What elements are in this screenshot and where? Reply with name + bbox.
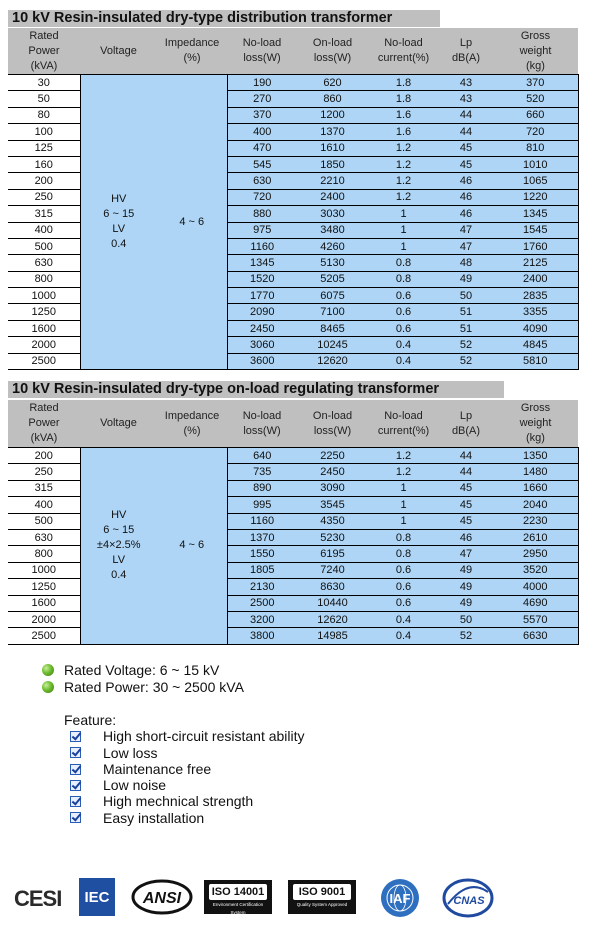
header-noload-loss-line: loss(W) — [243, 424, 281, 437]
cell-noload-loss: 735 — [227, 464, 297, 480]
cell-noload-current: 0.6 — [368, 579, 439, 595]
feature-title: Feature: — [64, 712, 117, 728]
header-noload-current-line: current(%) — [377, 52, 430, 64]
cell-noload-loss: 880 — [227, 206, 297, 222]
cell-gross-weight: 1345 — [493, 206, 578, 222]
feature-section — [64, 712, 305, 826]
cell-gross-weight: 1065 — [493, 173, 578, 189]
cell-rated-power: 125 — [8, 140, 80, 156]
cell-rated-power: 250 — [8, 189, 80, 205]
header-gross-weight-line: (kg) — [526, 59, 545, 72]
cell-gross-weight: 2040 — [493, 497, 578, 513]
cell-impedance: 4 ~ 6 — [157, 448, 227, 645]
cell-gross-weight: 1660 — [493, 480, 578, 496]
cell-rated-power: 160 — [8, 156, 80, 172]
cell-onload-loss: 1370 — [297, 124, 368, 140]
cell-lp: 52 — [439, 337, 493, 353]
header-impedance — [157, 400, 227, 448]
table-row — [8, 75, 578, 91]
cell-rated-power: 80 — [8, 107, 80, 123]
checkbox-icon — [70, 796, 81, 807]
cell-gross-weight: 5810 — [493, 353, 578, 369]
voltage-line: 6 ~ 15 — [103, 208, 135, 221]
cell-onload-loss: 6075 — [297, 288, 368, 304]
cell-lp: 46 — [439, 529, 493, 545]
cell-onload-loss: 8465 — [297, 320, 368, 336]
green-bullet-icon — [42, 664, 54, 676]
cell-noload-loss: 995 — [227, 497, 297, 513]
cell-gross-weight: 4090 — [493, 320, 578, 336]
cell-gross-weight: 810 — [493, 140, 578, 156]
cell-noload-loss: 1520 — [227, 271, 297, 287]
cell-lp: 46 — [439, 189, 493, 205]
header-onload-loss-line: On-load — [312, 409, 353, 422]
header-impedance-line: Impedance — [164, 37, 220, 49]
cell-noload-loss: 470 — [227, 140, 297, 156]
cell-lp: 50 — [439, 288, 493, 304]
cell-noload-loss: 1345 — [227, 255, 297, 271]
cell-noload-current: 1.2 — [368, 156, 439, 172]
cell-onload-loss: 7100 — [297, 304, 368, 320]
table1-title: 10 kV Resin-insulated dry-type distribution transformer — [8, 10, 440, 27]
cell-rated-power: 315 — [8, 480, 80, 496]
checkbox-icon — [70, 747, 81, 758]
checkbox-icon — [70, 731, 81, 742]
cell-rated-power: 630 — [8, 255, 80, 271]
cell-gross-weight: 720 — [493, 124, 578, 140]
cell-lp: 51 — [439, 304, 493, 320]
feature-item-text: Easy installation — [103, 809, 205, 826]
cell-noload-loss: 1550 — [227, 546, 297, 562]
header-impedance-line: (%) — [183, 52, 201, 64]
feature-item-text: High mechnical strength — [103, 793, 254, 810]
cell-rated-power: 315 — [8, 206, 80, 222]
cell-noload-current: 1.2 — [368, 189, 439, 205]
cell-noload-loss: 400 — [227, 124, 297, 140]
cell-gross-weight: 5570 — [493, 611, 578, 627]
header-gross-weight-line: weight — [519, 417, 552, 429]
cell-gross-weight: 2835 — [493, 288, 578, 304]
cell-onload-loss: 5130 — [297, 255, 368, 271]
ansi-logo-text: ANSI — [142, 890, 182, 907]
cell-onload-loss: 12620 — [297, 611, 368, 627]
cell-lp: 43 — [439, 75, 493, 91]
cell-lp: 45 — [439, 513, 493, 529]
cell-lp: 47 — [439, 238, 493, 254]
cell-onload-loss: 14985 — [297, 628, 368, 644]
cell-lp: 44 — [439, 107, 493, 123]
feature-item — [64, 810, 305, 826]
cell-noload-loss: 890 — [227, 480, 297, 496]
cell-noload-loss: 640 — [227, 448, 297, 464]
cell-noload-current: 0.4 — [368, 628, 439, 644]
cell-lp: 51 — [439, 320, 493, 336]
header-voltage — [80, 28, 157, 75]
cell-noload-loss: 2130 — [227, 579, 297, 595]
header-lp-line: dB(A) — [451, 424, 481, 437]
header-noload-current-line: No-load — [384, 37, 423, 49]
cell-rated-power: 1600 — [8, 595, 80, 611]
rated-power-bullet — [42, 679, 244, 696]
cell-lp: 45 — [439, 497, 493, 513]
cell-noload-current: 0.8 — [368, 546, 439, 562]
cell-noload-loss: 2450 — [227, 320, 297, 336]
cell-noload-current: 0.6 — [368, 562, 439, 578]
header-gross-weight-line: Gross — [520, 29, 551, 42]
cell-lp: 43 — [439, 91, 493, 107]
feature-item — [64, 728, 305, 744]
cell-rated-power: 1000 — [8, 562, 80, 578]
voltage-line: 0.4 — [111, 569, 127, 582]
voltage-line: HV — [111, 193, 127, 206]
cell-rated-power: 400 — [8, 222, 80, 238]
header-noload-loss — [227, 400, 297, 448]
feature-item-text: Low noise — [103, 777, 167, 794]
header-rated-power-line: (kVA) — [30, 59, 58, 72]
iso-9001-subtext: Quality System Approved — [296, 902, 348, 907]
cell-noload-loss: 1370 — [227, 529, 297, 545]
feature-item-text: Maintenance free — [103, 760, 212, 777]
iso-14001-subtext: Environment Certification System — [212, 902, 264, 915]
cell-noload-current: 1.2 — [368, 173, 439, 189]
cell-noload-current: 0.4 — [368, 611, 439, 627]
cell-onload-loss: 7240 — [297, 562, 368, 578]
header-gross-weight-line: Gross — [520, 402, 551, 414]
cell-gross-weight: 660 — [493, 107, 578, 123]
cell-onload-loss: 620 — [297, 75, 368, 91]
header-noload-loss-line: No-load — [242, 37, 282, 49]
cell-onload-loss: 3090 — [297, 480, 368, 496]
cnas-logo — [442, 878, 494, 918]
header-impedance — [157, 28, 227, 75]
cell-rated-power: 630 — [8, 529, 80, 545]
header-impedance-line: (%) — [183, 424, 201, 437]
cell-onload-loss: 2210 — [297, 173, 368, 189]
feature-item — [64, 777, 305, 793]
cell-lp: 49 — [439, 562, 493, 578]
cell-lp: 49 — [439, 579, 493, 595]
cell-onload-loss: 3545 — [297, 497, 368, 513]
voltage-line: ±4×2.5% — [96, 539, 141, 552]
cell-onload-loss: 1850 — [297, 156, 368, 172]
cell-lp: 46 — [439, 173, 493, 189]
header-lp-line: Lp — [459, 409, 473, 422]
cell-noload-loss: 975 — [227, 222, 297, 238]
cell-gross-weight: 3355 — [493, 304, 578, 320]
cell-gross-weight: 1010 — [493, 156, 578, 172]
voltage-line: LV — [112, 554, 126, 567]
header-gross-weight — [493, 400, 578, 448]
table2-title: 10 kV Resin-insulated dry-type on-load regulating transformer — [8, 381, 504, 398]
cell-onload-loss: 1610 — [297, 140, 368, 156]
rated-voltage-bullet — [42, 662, 244, 679]
cell-noload-loss: 545 — [227, 156, 297, 172]
voltage-line: 6 ~ 15 — [103, 524, 135, 537]
feature-item — [64, 745, 305, 761]
cell-lp: 49 — [439, 595, 493, 611]
cell-voltage — [80, 75, 157, 370]
cell-lp: 47 — [439, 222, 493, 238]
cell-noload-current: 1.8 — [368, 91, 439, 107]
cell-noload-current: 1 — [368, 513, 439, 529]
cell-gross-weight: 2230 — [493, 513, 578, 529]
cell-gross-weight: 370 — [493, 75, 578, 91]
cell-rated-power: 200 — [8, 448, 80, 464]
cell-noload-current: 0.8 — [368, 529, 439, 545]
cell-rated-power: 1000 — [8, 288, 80, 304]
cell-lp: 44 — [439, 464, 493, 480]
iso-9001-text: ISO 9001 — [293, 884, 351, 900]
cell-noload-current: 1.6 — [368, 107, 439, 123]
cell-noload-loss: 2500 — [227, 595, 297, 611]
checkbox-icon — [70, 780, 81, 791]
cell-onload-loss: 3480 — [297, 222, 368, 238]
cell-rated-power: 500 — [8, 238, 80, 254]
header-noload-loss — [227, 28, 297, 75]
iso-14001-logo — [204, 880, 272, 914]
cell-gross-weight: 1350 — [493, 448, 578, 464]
iso-14001-text: ISO 14001 — [209, 884, 267, 900]
header-rated-power-line: Power — [28, 417, 60, 429]
cell-noload-current: 1.2 — [368, 448, 439, 464]
rated-voltage-text: Rated Voltage: 6 ~ 15 kV — [64, 662, 220, 678]
cell-onload-loss: 3030 — [297, 206, 368, 222]
cell-onload-loss: 5230 — [297, 529, 368, 545]
cell-noload-loss: 370 — [227, 107, 297, 123]
header-noload-loss-line: loss(W) — [243, 52, 281, 64]
cell-noload-current: 0.8 — [368, 271, 439, 287]
cell-onload-loss: 1200 — [297, 107, 368, 123]
cell-noload-loss: 3800 — [227, 628, 297, 644]
header-voltage — [80, 400, 157, 448]
cell-noload-loss: 270 — [227, 91, 297, 107]
cell-noload-loss: 2090 — [227, 304, 297, 320]
header-gross-weight — [493, 28, 578, 75]
cell-noload-current: 1.8 — [368, 75, 439, 91]
cell-lp: 46 — [439, 206, 493, 222]
cell-lp: 48 — [439, 255, 493, 271]
cell-noload-current: 1.2 — [368, 464, 439, 480]
cell-rated-power: 800 — [8, 271, 80, 287]
header-onload-loss-line: loss(W) — [313, 424, 352, 437]
cell-impedance: 4 ~ 6 — [157, 75, 227, 370]
cell-noload-current: 1.6 — [368, 124, 439, 140]
table-header-row — [8, 28, 578, 75]
header-lp — [439, 28, 493, 75]
header-rated-power-line: Rated — [29, 402, 59, 414]
checkbox-icon — [70, 764, 81, 775]
cell-noload-current: 1 — [368, 480, 439, 496]
iaf-logo-text: IAF — [389, 891, 411, 906]
cell-onload-loss: 2250 — [297, 448, 368, 464]
header-rated-power — [8, 400, 80, 448]
cell-onload-loss: 10245 — [297, 337, 368, 353]
cell-noload-loss: 1770 — [227, 288, 297, 304]
table-row — [8, 448, 578, 464]
cell-gross-weight: 2400 — [493, 271, 578, 287]
cell-noload-loss: 630 — [227, 173, 297, 189]
cell-noload-loss: 720 — [227, 189, 297, 205]
cell-onload-loss: 8630 — [297, 579, 368, 595]
cell-noload-current: 0.8 — [368, 255, 439, 271]
cell-lp: 44 — [439, 448, 493, 464]
cell-rated-power: 30 — [8, 75, 80, 91]
cell-noload-current: 1 — [368, 497, 439, 513]
header-lp-line: dB(A) — [451, 52, 481, 64]
header-onload-loss-line: On-load — [312, 37, 353, 49]
cell-rated-power: 250 — [8, 464, 80, 480]
cell-onload-loss: 6195 — [297, 546, 368, 562]
cell-noload-current: 0.6 — [368, 320, 439, 336]
cell-onload-loss: 4260 — [297, 238, 368, 254]
header-rated-power-line: Power — [28, 44, 60, 57]
cell-gross-weight: 1760 — [493, 238, 578, 254]
cell-rated-power: 2500 — [8, 628, 80, 644]
rated-power-text: Rated Power: 30 ~ 2500 kVA — [64, 678, 244, 695]
rating-bullets — [42, 662, 244, 695]
cell-noload-current: 1.2 — [368, 140, 439, 156]
header-gross-weight-line: weight — [519, 44, 552, 57]
cell-gross-weight: 520 — [493, 91, 578, 107]
cell-noload-loss: 1160 — [227, 238, 297, 254]
cell-lp: 50 — [439, 611, 493, 627]
cell-gross-weight: 6630 — [493, 628, 578, 644]
cell-noload-current: 0.4 — [368, 337, 439, 353]
cesi-logo: CESI — [14, 886, 62, 911]
cell-lp: 45 — [439, 140, 493, 156]
cell-gross-weight: 1220 — [493, 189, 578, 205]
cell-rated-power: 800 — [8, 546, 80, 562]
header-rated-power — [8, 28, 80, 75]
cell-rated-power: 1600 — [8, 320, 80, 336]
cell-noload-current: 1 — [368, 206, 439, 222]
cell-noload-current: 0.6 — [368, 288, 439, 304]
header-impedance-line: Impedance — [164, 409, 220, 422]
regulating-transformer-table — [8, 400, 579, 645]
header-gross-weight-line: (kg) — [526, 432, 545, 444]
cell-noload-loss: 190 — [227, 75, 297, 91]
cell-onload-loss: 4350 — [297, 513, 368, 529]
header-lp-line: Lp — [459, 37, 473, 49]
distribution-transformer-table — [8, 28, 579, 370]
header-noload-current — [368, 28, 439, 75]
header-noload-current-line: No-load — [384, 409, 423, 422]
header-voltage-line: Voltage — [100, 417, 137, 429]
cell-noload-loss: 3600 — [227, 353, 297, 369]
cell-rated-power: 1250 — [8, 304, 80, 320]
cell-rated-power: 2000 — [8, 611, 80, 627]
header-noload-current — [368, 400, 439, 448]
cell-lp: 52 — [439, 353, 493, 369]
cell-lp: 44 — [439, 124, 493, 140]
table-header-row — [8, 400, 578, 448]
cnas-logo-text: CNAS — [453, 895, 485, 907]
cell-voltage — [80, 448, 157, 645]
cell-noload-loss: 3200 — [227, 611, 297, 627]
cell-onload-loss: 860 — [297, 91, 368, 107]
feature-item — [64, 793, 305, 809]
voltage-line: 0.4 — [111, 238, 127, 251]
cell-lp: 52 — [439, 628, 493, 644]
feature-item — [64, 761, 305, 777]
cell-rated-power: 1250 — [8, 579, 80, 595]
cell-rated-power: 200 — [8, 173, 80, 189]
cell-noload-loss: 1160 — [227, 513, 297, 529]
cell-gross-weight: 4845 — [493, 337, 578, 353]
voltage-line: HV — [111, 509, 127, 522]
cell-onload-loss: 2450 — [297, 464, 368, 480]
cell-noload-current: 1 — [368, 222, 439, 238]
header-onload-loss-line: loss(W) — [313, 52, 352, 64]
header-voltage-line: Voltage — [100, 44, 137, 57]
cell-lp: 45 — [439, 156, 493, 172]
cell-gross-weight: 2610 — [493, 529, 578, 545]
header-noload-loss-line: No-load — [242, 409, 282, 422]
cell-gross-weight: 1480 — [493, 464, 578, 480]
green-bullet-icon — [42, 681, 54, 693]
cell-rated-power: 50 — [8, 91, 80, 107]
certification-logos — [14, 878, 494, 920]
cell-rated-power: 100 — [8, 124, 80, 140]
checkbox-icon — [70, 812, 81, 823]
cell-gross-weight: 2125 — [493, 255, 578, 271]
cell-rated-power: 400 — [8, 497, 80, 513]
cell-noload-current: 1 — [368, 238, 439, 254]
header-noload-current-line: current(%) — [377, 424, 430, 437]
cell-onload-loss: 2400 — [297, 189, 368, 205]
cell-gross-weight: 2950 — [493, 546, 578, 562]
cell-gross-weight: 3520 — [493, 562, 578, 578]
cell-rated-power: 500 — [8, 513, 80, 529]
ansi-logo — [131, 878, 193, 916]
cell-noload-current: 0.4 — [368, 353, 439, 369]
cell-onload-loss: 10440 — [297, 595, 368, 611]
cell-rated-power: 2500 — [8, 353, 80, 369]
header-rated-power-line: (kVA) — [30, 432, 58, 444]
cell-onload-loss: 12620 — [297, 353, 368, 369]
cell-lp: 45 — [439, 480, 493, 496]
iec-logo: IEC — [79, 878, 115, 916]
feature-item-text: High short-circuit resistant ability — [103, 728, 305, 745]
cell-noload-loss: 3060 — [227, 337, 297, 353]
feature-list — [64, 728, 305, 826]
feature-item-text: Low loss — [103, 744, 158, 761]
cell-noload-current: 0.6 — [368, 595, 439, 611]
cell-rated-power: 2000 — [8, 337, 80, 353]
header-rated-power-line: Rated — [29, 29, 59, 42]
cell-onload-loss: 5205 — [297, 271, 368, 287]
iso-9001-logo — [288, 880, 356, 914]
cell-gross-weight: 4000 — [493, 579, 578, 595]
cell-lp: 47 — [439, 546, 493, 562]
iaf-logo — [372, 878, 428, 918]
cell-lp: 49 — [439, 271, 493, 287]
cell-noload-loss: 1805 — [227, 562, 297, 578]
header-lp — [439, 400, 493, 448]
cell-noload-current: 0.6 — [368, 304, 439, 320]
header-onload-loss — [297, 400, 368, 448]
header-onload-loss — [297, 28, 368, 75]
voltage-line: LV — [112, 223, 126, 236]
cell-gross-weight: 4690 — [493, 595, 578, 611]
cell-gross-weight: 1545 — [493, 222, 578, 238]
